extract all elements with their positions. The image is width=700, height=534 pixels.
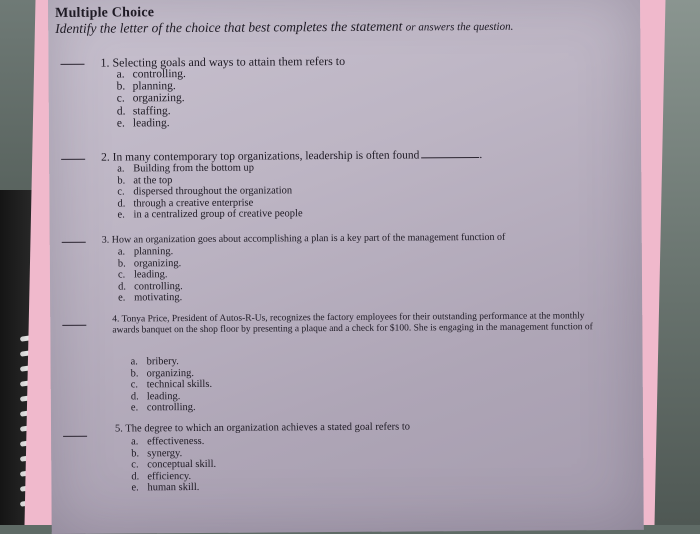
option-c: c. organizing. xyxy=(116,92,185,105)
option-c: c. technical skills. xyxy=(130,378,213,391)
fill-in-blank xyxy=(421,157,479,158)
answer-blank[interactable] xyxy=(60,64,84,65)
question-stem: How an organization goes about accomplishing a plan is a key part of the management function of xyxy=(111,231,506,246)
question-text xyxy=(100,55,345,69)
question-text xyxy=(115,421,410,435)
question-number: 5. xyxy=(115,423,123,435)
question-text xyxy=(102,232,506,247)
answer-blank[interactable] xyxy=(63,436,87,437)
option-e: e. in a centralized group of creative people xyxy=(117,208,303,221)
question-stem: Tonya Price, President of Autos-R-Us, recognizes the factory employees for their outstanding performance at the monthly awards banquet on the shop floor by presenting a plaque and a check for $100. She is engaging in the management function of xyxy=(112,311,593,336)
question-stem: Selecting goals and ways to attain them refers to xyxy=(112,53,346,70)
option-e: e. motivating. xyxy=(118,292,183,304)
option-e: e. leading. xyxy=(116,116,170,130)
option-b: b. at the top xyxy=(117,174,173,187)
option-e: e. controlling. xyxy=(130,401,196,414)
option-b: b. organizing. xyxy=(117,257,182,270)
section-title: Multiple Choice xyxy=(55,5,155,21)
option-d: d. through a creative enterprise xyxy=(117,197,254,210)
instructions-tail: or answers the question. xyxy=(405,20,514,34)
option-d: d. leading. xyxy=(130,390,181,402)
question-number: 2. xyxy=(101,151,110,164)
option-e: e. human skill. xyxy=(131,481,200,494)
option-a: a. Building from the bottom up xyxy=(117,162,255,175)
option-list xyxy=(131,436,216,494)
answer-blank[interactable] xyxy=(62,325,86,326)
question-4 xyxy=(50,311,620,414)
question-3 xyxy=(50,231,620,304)
option-b: b. planning. xyxy=(116,80,176,93)
option-b: b. organizing. xyxy=(130,367,195,379)
option-a: a. planning. xyxy=(117,246,174,258)
option-c: c. conceptual skill. xyxy=(131,458,217,471)
question-number: 1. xyxy=(100,55,110,70)
question-number: 4. xyxy=(112,314,120,325)
option-c: c. dispersed throughout the organization xyxy=(117,185,293,198)
option-d: d. staffing. xyxy=(116,104,171,118)
option-list xyxy=(117,162,302,221)
question-stem: In many contemporary top organizations, leadership is often found xyxy=(112,149,420,164)
worksheet-page xyxy=(48,0,644,534)
question-number: 3. xyxy=(101,234,110,246)
question-text xyxy=(112,311,607,336)
option-list xyxy=(131,356,213,414)
instructions xyxy=(55,18,513,37)
question-1 xyxy=(48,53,618,130)
option-a: a. effectiveness. xyxy=(131,435,205,448)
question-stem: The degree to which an organization achieves a stated goal refers to xyxy=(125,421,411,435)
option-d: d. efficiency. xyxy=(131,470,192,482)
option-a: a. controlling. xyxy=(116,68,186,81)
option-a: a. bribery. xyxy=(130,356,179,368)
question-text: 2. In many contemporary top organizations, leadership is often found . xyxy=(101,148,483,164)
option-list xyxy=(118,246,183,304)
option-d: d. controlling. xyxy=(118,280,183,293)
question-5 xyxy=(51,420,621,494)
question-2 xyxy=(49,148,619,221)
answer-blank[interactable] xyxy=(61,159,85,160)
worksheet-header xyxy=(55,3,513,37)
option-c: c. leading. xyxy=(117,269,168,281)
answer-blank[interactable] xyxy=(62,242,86,243)
instructions-lead: Identify the letter of the choice that best completes the statement xyxy=(55,18,403,36)
option-list xyxy=(117,68,187,129)
option-b: b. synergy. xyxy=(131,447,183,459)
